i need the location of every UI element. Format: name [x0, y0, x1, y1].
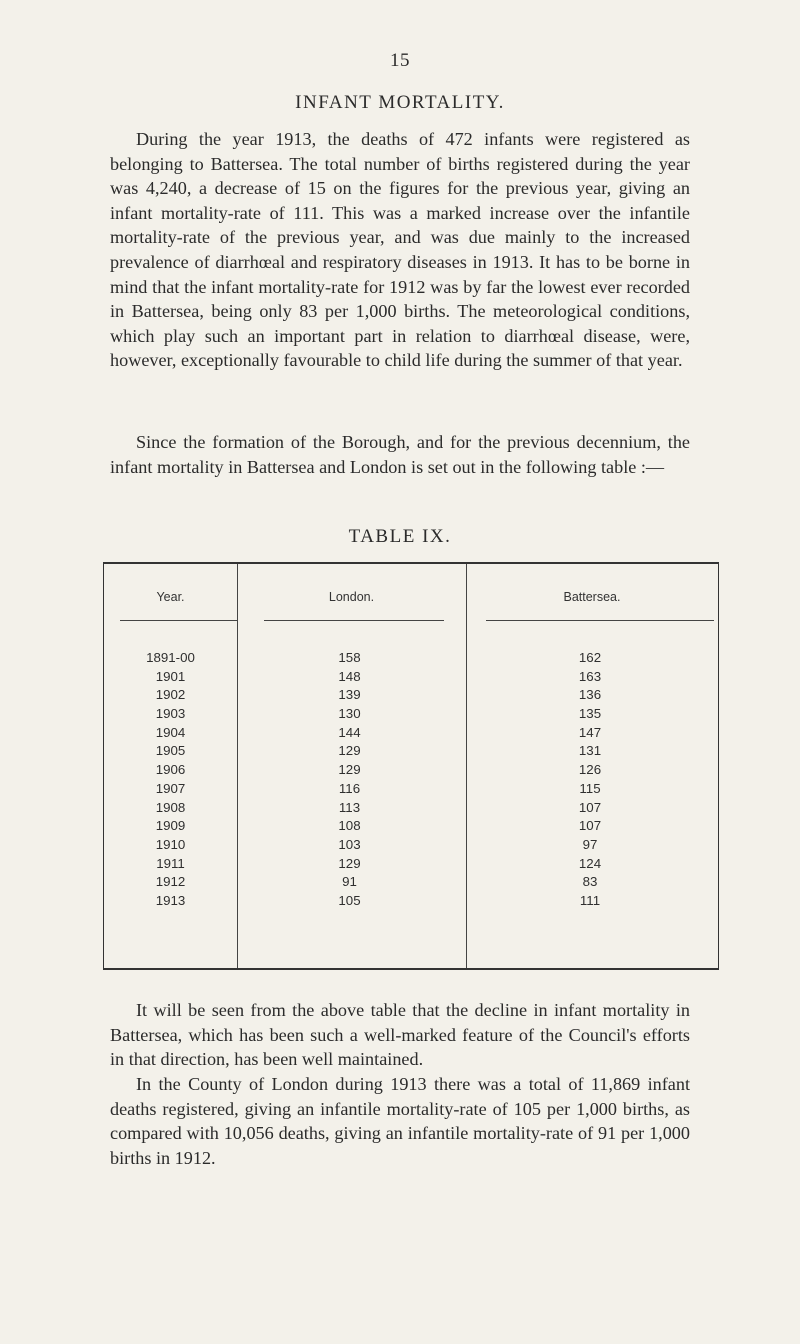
table-row	[104, 873, 716, 892]
table-row	[104, 892, 716, 911]
cell-battersea: 124	[578, 855, 602, 871]
cell-london: 129	[338, 855, 361, 871]
cell-london: 103	[338, 836, 361, 852]
paragraph-county-london: In the County of London during 1913 there was a total of 11,869 infant deaths registered, giving an infantile mortality-rate of 105 per 1,000 births, as compared with 10,056 deaths, giving an infantile mortality-rate of 91 per 1,000 births in 1912.	[110, 1074, 690, 1168]
table-row	[104, 817, 716, 836]
table-row	[104, 780, 716, 799]
header-rule	[120, 620, 237, 621]
header-rule	[486, 620, 714, 621]
cell-year: 1905	[155, 743, 186, 759]
cell-year: 1908	[155, 799, 186, 815]
cell-year: 1902	[155, 687, 186, 703]
page-number: 15	[390, 50, 410, 71]
cell-london: 91	[342, 874, 357, 890]
cell-battersea: 107	[578, 818, 602, 834]
cell-battersea: 163	[578, 668, 602, 684]
cell-year: 1906	[155, 762, 186, 778]
header-london: London.	[328, 590, 375, 604]
table-row	[104, 686, 716, 705]
paragraph-table-intro: Since the formation of the Borough, and for the previous decennium, the infant mortality in Battersea and London is set out in the following table :—	[110, 432, 690, 477]
table-title: TABLE IX.	[348, 526, 452, 547]
cell-battersea: 131	[578, 743, 602, 759]
cell-year: 1903	[155, 706, 186, 722]
cell-london: 108	[338, 818, 361, 834]
table-row	[104, 705, 716, 724]
header-rule	[264, 620, 444, 621]
cell-battersea: 111	[579, 892, 601, 908]
cell-london: 105	[338, 892, 361, 908]
cell-london: 158	[338, 650, 361, 665]
cell-london: 148	[338, 668, 361, 684]
cell-battersea: 97	[582, 836, 598, 852]
cell-london: 113	[338, 799, 361, 815]
header-battersea: Battersea.	[563, 590, 621, 604]
cell-battersea: 115	[579, 780, 601, 796]
cell-year: 1891-00	[146, 650, 195, 665]
table-row	[104, 742, 716, 761]
table-row	[104, 855, 716, 874]
cell-london: 130	[338, 706, 361, 722]
cell-battersea: 135	[578, 706, 602, 722]
cell-year: 1912	[155, 874, 186, 890]
table-row	[104, 668, 716, 687]
cell-london: 129	[338, 762, 361, 778]
paragraph-decline: It will be seen from the above table that the decline in infant mortality in Battersea, which has been such a well-marked feature of the Council's efforts in that direction, has been well maintained.	[110, 1000, 690, 1070]
cell-battersea: 147	[578, 724, 602, 740]
table-body	[104, 649, 716, 911]
cell-london: 139	[338, 687, 361, 703]
cell-london: 129	[338, 743, 361, 759]
table-row	[104, 761, 716, 780]
cell-battersea: 136	[578, 687, 602, 703]
cell-year: 1909	[155, 818, 186, 834]
table-row	[104, 724, 716, 743]
cell-year: 1910	[155, 836, 186, 852]
section-heading: INFANT MORTALITY.	[295, 92, 505, 113]
cell-battersea: 107	[578, 799, 602, 815]
cell-year: 1901	[155, 668, 186, 684]
cell-year: 1904	[155, 724, 186, 740]
mortality-table	[103, 562, 719, 970]
cell-battersea: 83	[582, 874, 598, 890]
cell-year: 1913	[155, 892, 186, 908]
cell-battersea: 126	[578, 762, 602, 778]
cell-year: 1911	[156, 855, 185, 871]
cell-london: 144	[338, 724, 361, 740]
header-year: Year.	[156, 590, 185, 604]
cell-london: 116	[338, 780, 361, 796]
cell-battersea: 162	[578, 650, 602, 665]
paragraph-infant-deaths: During the year 1913, the deaths of 472 infants were registered as belonging to Battersea. The total number of births registered during the year was 4,240, a decrease of 15 on the figures for the previous year, giving an infant mortality-rate of 111. This was a marked increase over the infantile mortality-rate of the previous year, and was due mainly to the increased prevalence of diarrhœal and respiratory diseases in 1913. It has to be borne in mind that the infant mortality-rate for 1912 was by far the lowest ever recorded in Battersea, being only 83 per 1,000 births. The meteorological conditions, which play such an important part in relation to diarrhœal disease, were, however, exceptionally favourable to child life during the summer of that year.	[110, 129, 690, 371]
cell-year: 1907	[155, 780, 186, 796]
table-row	[104, 836, 716, 855]
table-row	[104, 799, 716, 818]
table-row	[104, 649, 716, 668]
